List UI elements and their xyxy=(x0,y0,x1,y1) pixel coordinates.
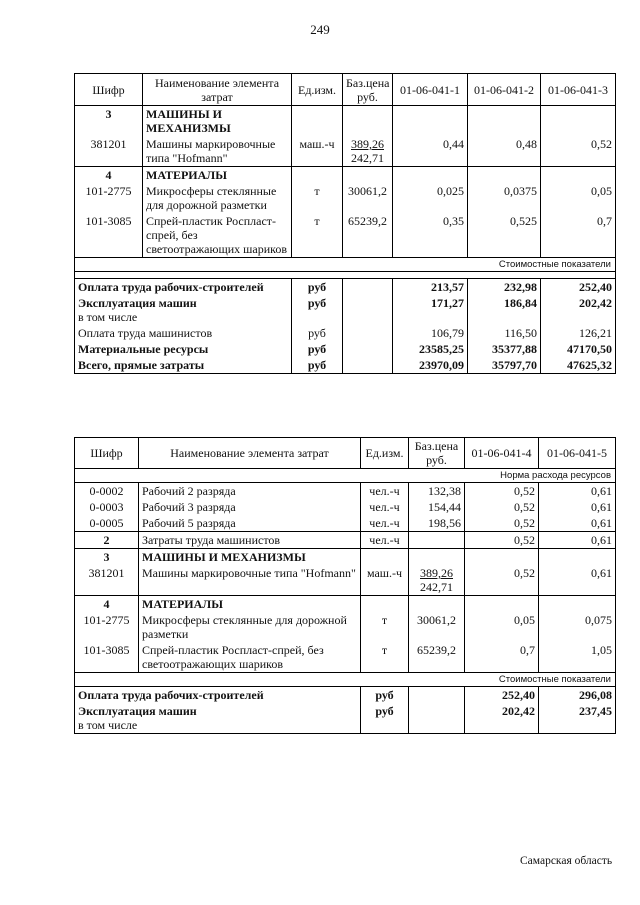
table-row xyxy=(75,183,616,213)
cost-unit: руб xyxy=(292,341,343,357)
section-title: МАШИНЫ И МЕХАНИЗМЫ xyxy=(139,549,361,566)
table-row xyxy=(75,612,616,642)
cost-value-2: 232,98 xyxy=(468,279,541,296)
cost-value-1: 106,79 xyxy=(393,325,468,341)
cost-indicators-label: Стоимостные показатели xyxy=(75,673,616,687)
row-value-2: 0,0375 xyxy=(468,183,541,213)
table-row xyxy=(75,499,616,515)
row-unit: т xyxy=(361,642,409,673)
row-value-1: 0,05 xyxy=(465,612,539,642)
cost-value-1: 23970,09 xyxy=(393,357,468,374)
cost-value-3: 202,42 xyxy=(541,295,616,325)
row-price: 154,44 xyxy=(409,499,465,515)
cost-name: Оплата труда рабочих-строителей xyxy=(75,687,361,704)
cost-name: Оплата труда машинистов xyxy=(75,325,292,341)
cost-name xyxy=(75,295,292,325)
resource-table-1 xyxy=(74,73,616,374)
row-name: Рабочий 3 разряда xyxy=(139,499,361,515)
row-code: 2 xyxy=(75,532,139,549)
cost-unit: руб xyxy=(361,687,409,704)
row-name: Машины маркировочные типа "Hofmann" xyxy=(143,136,292,167)
cost-row xyxy=(75,703,616,734)
footer-region: Самарская область xyxy=(520,855,613,867)
section-number: 3 xyxy=(75,106,143,137)
section-title: МАШИНЫ И МЕХАНИЗМЫ xyxy=(143,106,292,137)
row-price-top: 389,26 xyxy=(420,566,453,580)
row-code: 381201 xyxy=(75,565,139,596)
header-col-5: 01-06-041-5 xyxy=(539,438,616,469)
row-price xyxy=(409,565,465,596)
cost-value-2: 186,84 xyxy=(468,295,541,325)
cost-name-sub: в том числе xyxy=(78,718,138,732)
row-name: Спрей-пластик Роспласт-спрей, без светоотражающих шариков xyxy=(143,213,292,258)
row-value-2: 0,61 xyxy=(539,483,616,500)
row-name: Спрей-пластик Роспласт-спрей, без светоотражающих шариков xyxy=(139,642,361,673)
row-code: 0-0002 xyxy=(75,483,139,500)
cost-unit: руб xyxy=(292,325,343,341)
row-value-2: 0,075 xyxy=(539,612,616,642)
row-value-3: 0,7 xyxy=(541,213,616,258)
row-value-2: 0,525 xyxy=(468,213,541,258)
row-value-3: 0,05 xyxy=(541,183,616,213)
row-code: 101-2775 xyxy=(75,183,143,213)
table-header-row xyxy=(75,74,616,106)
cost-unit: руб xyxy=(292,295,343,325)
subheader-row xyxy=(75,673,616,687)
cost-value-2: 116,50 xyxy=(468,325,541,341)
row-price: 30061,2 xyxy=(409,612,465,642)
row-name: Микросферы стеклянные для дорожной разметки xyxy=(139,612,361,642)
header-price: Баз.цена руб. xyxy=(343,74,393,106)
cost-value-3: 252,40 xyxy=(541,279,616,296)
row-value-1: 0,52 xyxy=(465,483,539,500)
table-row xyxy=(75,532,616,549)
cost-value-1: 252,40 xyxy=(465,687,539,704)
header-name: Наименование элемента затрат xyxy=(143,74,292,106)
table-row xyxy=(75,515,616,532)
row-value-1: 0,52 xyxy=(465,532,539,549)
cost-value-1: 23585,25 xyxy=(393,341,468,357)
table-row xyxy=(75,642,616,673)
norm-label: Норма расхода ресурсов xyxy=(75,469,616,483)
row-value-1: 0,52 xyxy=(465,565,539,596)
cost-value-2: 237,45 xyxy=(539,703,616,734)
cost-value-1: 202,42 xyxy=(465,703,539,734)
row-unit: т xyxy=(292,183,343,213)
row-price-bottom: 242,71 xyxy=(351,151,384,165)
cost-value-3: 47170,50 xyxy=(541,341,616,357)
row-code: 381201 xyxy=(75,136,143,167)
cost-value-2: 35797,70 xyxy=(468,357,541,374)
section-number: 3 xyxy=(75,549,139,566)
header-unit: Ед.изм. xyxy=(361,438,409,469)
subheader-row xyxy=(75,258,616,272)
row-unit: чел.-ч xyxy=(361,532,409,549)
row-price: 65239,2 xyxy=(409,642,465,673)
section-title: МАТЕРИАЛЫ xyxy=(143,167,292,184)
cost-row xyxy=(75,341,616,357)
row-value-1: 0,52 xyxy=(465,515,539,532)
header-price: Баз.цена руб. xyxy=(409,438,465,469)
cost-name: Оплата труда рабочих-строителей xyxy=(75,279,292,296)
cost-value-1: 171,27 xyxy=(393,295,468,325)
cost-value-2: 296,08 xyxy=(539,687,616,704)
row-price: 30061,2 xyxy=(343,183,393,213)
row-price-bottom: 242,71 xyxy=(420,580,453,594)
cost-name-main: Эксплуатация машин xyxy=(78,704,197,718)
cost-name: Всего, прямые затраты xyxy=(75,357,292,374)
row-price: 65239,2 xyxy=(343,213,393,258)
row-unit: т xyxy=(292,213,343,258)
row-code: 101-3085 xyxy=(75,213,143,258)
row-value-3: 0,52 xyxy=(541,136,616,167)
row-code: 101-2775 xyxy=(75,612,139,642)
row-unit: чел.-ч xyxy=(361,483,409,500)
cost-name-sub: в том числе xyxy=(78,310,138,324)
header-col-3: 01-06-041-3 xyxy=(541,74,616,106)
row-name: Машины маркировочные типа "Hofmann" xyxy=(139,565,361,596)
row-value-1: 0,52 xyxy=(465,499,539,515)
row-name: Микросферы стеклянные для дорожной разметки xyxy=(143,183,292,213)
subheader-row xyxy=(75,469,616,483)
row-name: Рабочий 5 разряда xyxy=(139,515,361,532)
row-name: Рабочий 2 разряда xyxy=(139,483,361,500)
header-code: Шифр xyxy=(75,74,143,106)
row-value-1: 0,025 xyxy=(393,183,468,213)
cost-row xyxy=(75,295,616,325)
cost-unit: руб xyxy=(292,279,343,296)
cost-unit: руб xyxy=(361,703,409,734)
cost-value-3: 126,21 xyxy=(541,325,616,341)
section-row xyxy=(75,596,616,613)
row-value-2: 0,61 xyxy=(539,499,616,515)
header-code: Шифр xyxy=(75,438,139,469)
row-name: Затраты труда машинистов xyxy=(139,532,361,549)
cost-row xyxy=(75,325,616,341)
cost-value-3: 47625,32 xyxy=(541,357,616,374)
page-number: 249 xyxy=(310,22,330,37)
row-price: 198,56 xyxy=(409,515,465,532)
section-row xyxy=(75,167,616,184)
section-number: 4 xyxy=(75,167,143,184)
table-row xyxy=(75,483,616,500)
cost-row xyxy=(75,687,616,704)
cost-name xyxy=(75,703,361,734)
row-code: 0-0003 xyxy=(75,499,139,515)
cost-value-2: 35377,88 xyxy=(468,341,541,357)
header-col-2: 01-06-041-2 xyxy=(468,74,541,106)
header-col-1: 01-06-041-1 xyxy=(393,74,468,106)
row-value-1: 0,35 xyxy=(393,213,468,258)
row-price-top: 389,26 xyxy=(351,137,384,151)
row-value-2: 0,61 xyxy=(539,565,616,596)
header-unit: Ед.изм. xyxy=(292,74,343,106)
section-row xyxy=(75,106,616,137)
row-unit: чел.-ч xyxy=(361,499,409,515)
row-price xyxy=(343,136,393,167)
table-header-row xyxy=(75,438,616,469)
cost-row xyxy=(75,279,616,296)
cost-row xyxy=(75,357,616,374)
table-row xyxy=(75,213,616,258)
row-value-1: 0,44 xyxy=(393,136,468,167)
row-price: 132,38 xyxy=(409,483,465,500)
cost-unit: руб xyxy=(292,357,343,374)
cost-name: Материальные ресурсы xyxy=(75,341,292,357)
cost-name-main: Эксплуатация машин xyxy=(78,296,197,310)
table-row xyxy=(75,565,616,596)
row-code: 101-3085 xyxy=(75,642,139,673)
row-unit: чел.-ч xyxy=(361,515,409,532)
section-row xyxy=(75,549,616,566)
row-unit: маш.-ч xyxy=(361,565,409,596)
cost-value-1: 213,57 xyxy=(393,279,468,296)
row-value-2: 0,48 xyxy=(468,136,541,167)
row-value-1: 0,7 xyxy=(465,642,539,673)
resource-table-2 xyxy=(74,437,616,734)
section-number: 4 xyxy=(75,596,139,613)
row-value-2: 0,61 xyxy=(539,515,616,532)
cost-indicators-label: Стоимостные показатели xyxy=(75,258,616,272)
row-value-2: 0,61 xyxy=(539,532,616,549)
section-title: МАТЕРИАЛЫ xyxy=(139,596,361,613)
table-row xyxy=(75,136,616,167)
row-code: 0-0005 xyxy=(75,515,139,532)
header-col-4: 01-06-041-4 xyxy=(465,438,539,469)
row-unit: маш.-ч xyxy=(292,136,343,167)
row-value-2: 1,05 xyxy=(539,642,616,673)
header-name: Наименование элемента затрат xyxy=(139,438,361,469)
row-unit: т xyxy=(361,612,409,642)
